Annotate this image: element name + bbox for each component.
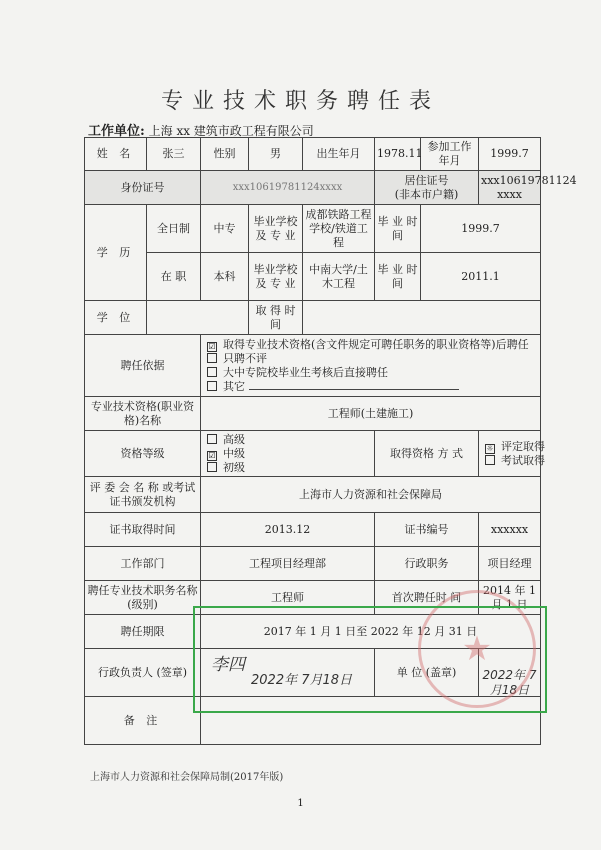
other-underline: [249, 389, 459, 390]
issuer-value: 上海市人力资源和社会保障局: [201, 477, 541, 513]
basis-option-text: 只聘不评: [223, 351, 267, 365]
row-cert: [85, 513, 541, 547]
fulltime-level: 中专: [201, 205, 249, 253]
degree-time-label: 取 得 时 间: [249, 301, 303, 335]
gender-label: 性别: [201, 138, 249, 171]
row-appoint-title: [85, 581, 541, 615]
footer-issuer: 上海市人力资源和社会保障局制(2017年版): [90, 772, 284, 783]
id-label: 身份证号: [85, 171, 201, 205]
degree-time: [303, 301, 541, 335]
name-value: 张三: [147, 138, 201, 171]
basis-option[interactable]: [207, 380, 538, 394]
name-label: 姓 名: [85, 138, 147, 171]
leader-label: 行政负责人 (签章): [85, 649, 201, 697]
checkbox-icon: [207, 353, 217, 363]
method-options: [479, 431, 545, 477]
basis-option[interactable]: [207, 366, 538, 380]
level-option-text: 中级: [223, 446, 245, 460]
inservice-school: 中南大学/土木工程: [303, 253, 375, 301]
basis-option-text: 取得专业技术资格(含文件规定可聘任职务的职业资格等)后聘任: [223, 337, 529, 351]
seal-star-icon: ★: [461, 629, 493, 669]
row-basis: [85, 335, 541, 397]
degree-label: 学 位: [85, 301, 147, 335]
leader-signature: [201, 649, 375, 697]
row-edu-inservice: [85, 253, 541, 301]
row-basic: [85, 138, 541, 171]
basis-option[interactable]: [207, 338, 538, 352]
position-value: 项目经理: [479, 547, 541, 581]
birth-label: 出生年月: [303, 138, 375, 171]
row-degree: [85, 301, 541, 335]
row-id: [85, 171, 541, 205]
fulltime-school: 成都铁路工程学校/铁道工程: [303, 205, 375, 253]
appoint-title: 工程师: [201, 581, 375, 615]
department-value: 工程项目经理部: [201, 547, 375, 581]
appointment-form-table: [84, 137, 577, 745]
method-option[interactable]: [485, 439, 545, 454]
fulltime-label: 全日制: [147, 205, 201, 253]
residence-label-sub: (非本市户籍): [394, 187, 459, 201]
level-option-text: 高级: [223, 432, 245, 446]
birth-value: 1978.11: [375, 138, 421, 171]
residence-label-text: 居住证号: [404, 173, 449, 187]
degree-value: [147, 301, 249, 335]
checkbox-icon: ☑: [208, 450, 216, 460]
row-level: [85, 431, 541, 477]
residence-value: xxx10619781124 xxxx: [479, 171, 541, 205]
period-label: 聘任期限: [85, 615, 201, 649]
inservice-label: 在 职: [147, 253, 201, 301]
remarks-label: 备 注: [85, 697, 201, 745]
id-value: xxx10619781124xxxx: [201, 171, 375, 205]
row-department: [85, 547, 541, 581]
first-appoint-label: 首次聘任时 间: [375, 581, 479, 615]
inservice-level: 本科: [201, 253, 249, 301]
method-option-text: 考试取得: [501, 453, 545, 467]
cert-date-label: 证书取得时间: [85, 513, 201, 547]
basis-option[interactable]: [207, 352, 538, 366]
row-signature: [85, 649, 541, 697]
fulltime-grad: 1999.7: [421, 205, 541, 253]
leader-signature-date: 2022年 7月18日: [251, 672, 353, 688]
work-unit-label: 工作单位:: [88, 124, 145, 139]
row-qualification: [85, 397, 541, 431]
remarks-value: [201, 697, 541, 745]
row-edu-fulltime: [85, 205, 541, 253]
checkbox-icon: ☑: [208, 341, 216, 351]
checkbox-icon: [485, 455, 495, 465]
fulltime-grad-label: 毕 业 时 间: [375, 205, 421, 253]
method-option[interactable]: [485, 453, 545, 468]
inservice-grad-label: 毕 业 时 间: [375, 253, 421, 301]
level-option-text: 初级: [223, 460, 245, 474]
leader-signature-name: 李四: [211, 654, 245, 675]
checkbox-icon: [207, 381, 217, 391]
issuer-label: 评 委 会 名 称 或考试证书颁发机构: [85, 477, 201, 513]
form-title: 专业技术职务聘任表: [160, 89, 440, 114]
gender-value: 男: [249, 138, 303, 171]
basis-options: [201, 335, 541, 397]
inservice-grad: 2011.1: [421, 253, 541, 301]
work-unit-value: 上海 xx 建筑市政工程有限公司: [148, 124, 314, 138]
row-remarks: [85, 697, 541, 745]
level-option[interactable]: [207, 447, 372, 461]
basis-label: 聘任依据: [85, 335, 201, 397]
qualification-label: 专业技术资格(职业资格)名称: [85, 397, 201, 431]
cert-date: 2013.12: [201, 513, 375, 547]
page-number: 1: [297, 798, 304, 809]
method-option-text: 评定取得: [501, 439, 545, 453]
checkbox-icon: ☼: [486, 443, 494, 453]
work-start-label: 参加工作年月: [421, 138, 479, 171]
first-appoint: 2014 年 1 月 1 日: [479, 581, 541, 615]
fulltime-school-label: 毕业学校及 专 业: [249, 205, 303, 253]
checkbox-icon: [207, 367, 217, 377]
qualification-value: 工程师(土建施工): [201, 397, 541, 431]
inservice-school-label: 毕业学校及 专 业: [249, 253, 303, 301]
unit-seal-label: 单 位 (盖章): [375, 649, 479, 697]
checkbox-icon: [207, 462, 217, 472]
education-label: 学 历: [85, 205, 147, 301]
cert-no-label: 证书编号: [375, 513, 479, 547]
level-option[interactable]: [207, 433, 372, 447]
method-label: 取得资格 方 式: [375, 431, 479, 477]
basis-option-text: 大中专院校毕业生考核后直接聘任: [223, 365, 388, 379]
work-start-value: 1999.7: [479, 138, 541, 171]
basis-option-text: 其它: [223, 379, 245, 393]
unit-seal-date-text: 2022年 7月18日: [482, 667, 537, 697]
appoint-title-label: 聘任专业技术职务名称(级别): [85, 581, 201, 615]
cert-no: xxxxxx: [479, 513, 541, 547]
level-label: 资格等级: [85, 431, 201, 477]
row-period: [85, 615, 541, 649]
residence-label: [375, 171, 479, 205]
level-options: [201, 431, 375, 477]
department-label: 工作部门: [85, 547, 201, 581]
row-issuer: [85, 477, 541, 513]
position-label: 行政职务: [375, 547, 479, 581]
checkbox-icon: [207, 434, 217, 444]
unit-seal-date: [479, 649, 541, 697]
level-option[interactable]: [207, 461, 372, 475]
period-value: 2017 年 1 月 1 日至 2022 年 12 月 31 日: [201, 615, 541, 649]
